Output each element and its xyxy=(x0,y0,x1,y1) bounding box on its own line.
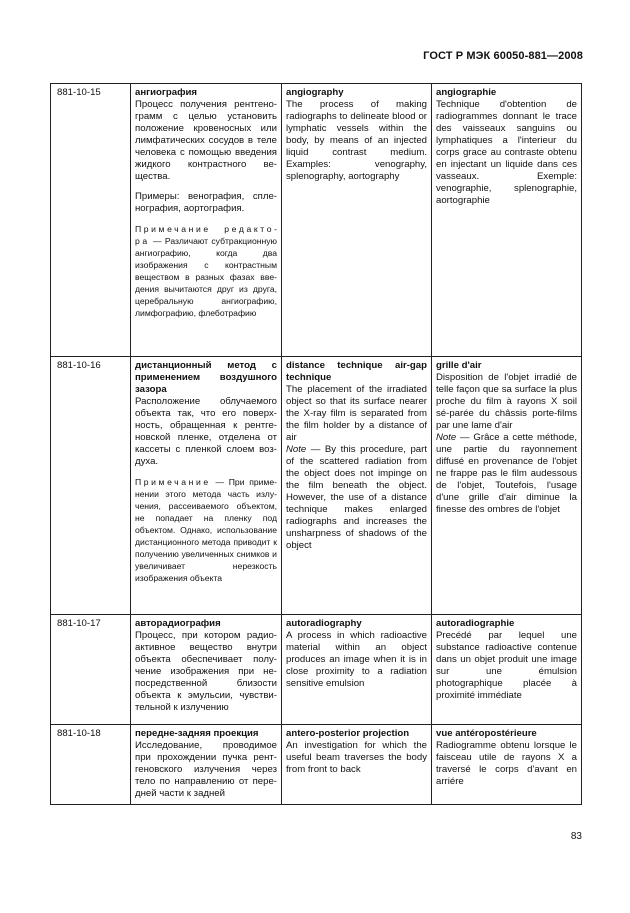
french-term: autoradiographie xyxy=(436,618,515,629)
document-header: ГОСТ Р МЭК 60050-881—2008 xyxy=(423,50,583,62)
french-cell xyxy=(432,84,582,357)
note-label: Примечание редактора xyxy=(135,224,277,246)
term-number: 881-10-16 xyxy=(51,357,131,615)
russian-term: передне-задняя проекция xyxy=(135,728,259,739)
english-definition: The process of making radiographs to delineate blood or lymphatic vessels within the body, by means of an injected liquid contrast medium. Examples: venography, splenography, aortography xyxy=(286,99,427,182)
english-cell xyxy=(282,357,432,615)
russian-definition: Процесс получения рентгенограмм с целью установить положение кровеносных или лимфатических сосудов в теле человека с помощью введения жидкого контрастного вещества. xyxy=(135,99,277,182)
english-term: angiography xyxy=(286,87,344,98)
russian-definition: Расположение облучаемого объекта так, что его поверхность, обращенная к рентгеновской пленке, отделена от кассеты с пленкой слоем воздуха. xyxy=(135,396,277,467)
russian-cell xyxy=(131,357,282,615)
russian-term: авторадиография xyxy=(135,618,221,629)
note-label: Примечание xyxy=(135,477,211,487)
english-note xyxy=(286,444,427,552)
french-term: vue antéropostérieure xyxy=(436,728,537,739)
table-row xyxy=(51,615,582,725)
russian-cell xyxy=(131,725,282,805)
note-label: Note xyxy=(436,432,457,443)
note-label: Note xyxy=(286,444,307,455)
note-text: — Grâce a cette méthode, une partie du rayonnement diffusé en provenance de l'objet ne frappe pas le film audessous de l'objet, Toutefois, l'usage d'une grille d'air diminue la finesse des ombres de l'objet xyxy=(436,432,577,515)
english-term: antero-posterior projection xyxy=(286,728,410,739)
french-cell xyxy=(432,725,582,805)
term-number: 881-10-15 xyxy=(51,84,131,357)
note-text: — By this procedure, part of the scattered radiation from the object does not impinge on the film beneath the object. However, the use of a distance technique makes enlarged radiographs and increases the unsharpness of shadows of the object xyxy=(286,444,427,551)
french-note xyxy=(436,432,577,516)
english-cell xyxy=(282,84,432,357)
terminology-table xyxy=(50,83,582,805)
french-term: grille d'air xyxy=(436,360,482,371)
french-cell xyxy=(432,615,582,725)
english-cell xyxy=(282,725,432,805)
term-number: 881-10-17 xyxy=(51,615,131,725)
french-cell xyxy=(432,357,582,615)
french-definition: Precédé par lequel une substance radioactive contenue dans un objet produit une image sur une émulsion photographique placée à proximité immédiate xyxy=(436,630,577,701)
page-number: 83 xyxy=(570,831,582,842)
russian-cell xyxy=(131,615,282,725)
table-row xyxy=(51,84,582,357)
russian-example: Примеры: венография, спленография, аортография. xyxy=(135,191,277,214)
note-text: — При применении этого метода часть излучения, рассеиваемого объектом, не попадает на пленку под объектом. Однако, использование дистанционного метода приводит к получению увеличенных снимков и увеличивает нерезкость изображения объекта xyxy=(135,477,277,583)
russian-term: дистанционный метод с применением воздушного зазора xyxy=(135,360,277,395)
table-row xyxy=(51,357,582,615)
russian-cell xyxy=(131,84,282,357)
russian-note xyxy=(135,476,277,584)
table-row xyxy=(51,725,582,805)
english-term: autoradiography xyxy=(286,618,362,629)
french-definition: Radiogramme obtenu lorsque le faisceau utile de rayons X a traversé le corps d'avant en arriére xyxy=(436,740,577,787)
russian-term: ангиография xyxy=(135,87,197,98)
russian-definition: Исследование, проводимое при прохождении пучка рентгеновского излучения через тело по направлению от передней части к задней xyxy=(135,740,277,799)
term-number: 881-10-18 xyxy=(51,725,131,805)
french-definition: Disposition de l'objet irradié de telle façon que sa surface la plus proche du film à rayons X soil sé-parée du châssis porte-films par une lame d'air xyxy=(436,372,577,431)
russian-note xyxy=(135,223,277,319)
english-term: distance technique air-gap technique xyxy=(286,360,427,383)
english-definition: An investigation for which the useful beam traverses the body from front to back xyxy=(286,740,427,775)
french-term: angiographie xyxy=(436,87,497,98)
english-definition: A process in which radioactive material within an object produces an image when it is in close proximity to a radiation sensitive emulsion xyxy=(286,630,427,689)
english-cell xyxy=(282,615,432,725)
note-text: — Различают субтракционную ангиографию, когда два изображения с контрастным веществом в разных фазах введения вычитаются друг из друга, церебральную ангиографию, лимфографию, флеботрафию xyxy=(135,236,277,318)
french-definition: Technique d'obtention de radiogrammes donnant le trace des vaisseaux sanguins ou lymphatiques a l'interieur du corps grace au contraste obtenu en injectant un liquide dans ces vasseaux. Exemple: venographie, splenographie, aortographie xyxy=(436,99,577,206)
russian-definition: Процесс, при котором радиоактивное вещество внутри объекта обеспечивает получение изображения при непосредственной близости объекта к эмульсии, чувствительной к излучению xyxy=(135,630,277,713)
english-definition: The placement of the irradiated object so that its surface nearer the X-ray film is separated from the film holder by a distance of air xyxy=(286,384,427,443)
